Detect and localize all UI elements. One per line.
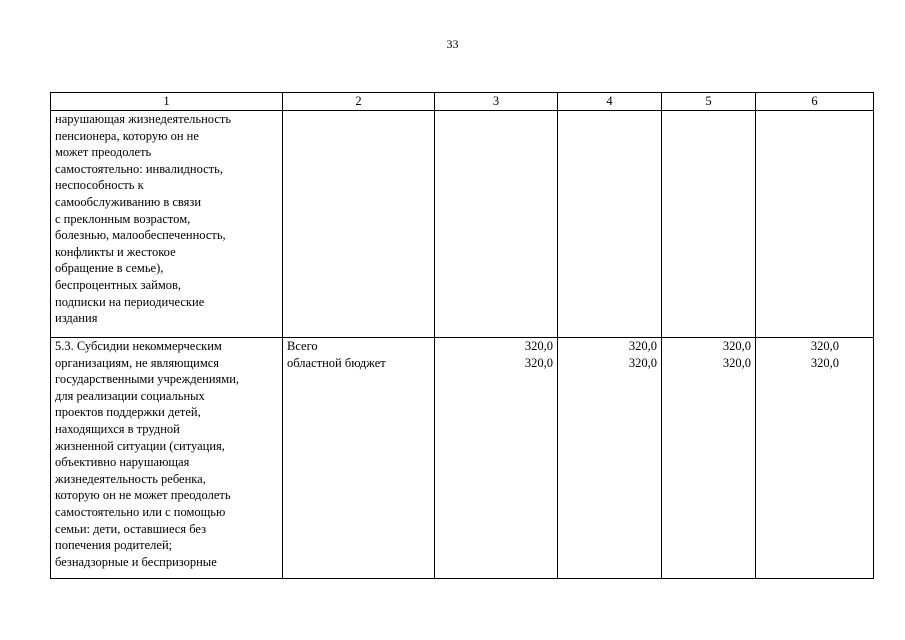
description-line: нарушающая жизнедеятельность <box>55 112 232 126</box>
source-cell <box>283 338 435 579</box>
description-line: подписки на периодические <box>55 294 205 309</box>
header-cell-5: 5 <box>662 93 756 111</box>
description-line: жизненной ситуации (ситуация, <box>55 438 225 453</box>
value-total: 320,0 <box>524 339 553 353</box>
description-line: конфликты и жестокое <box>55 244 176 259</box>
description-line: болезнью, малообеспеченность, <box>55 228 226 243</box>
value-total: 320,0 <box>810 339 839 353</box>
description-line: беспроцентных займов, <box>55 277 182 292</box>
description-line: с преклонным возрастом, <box>55 211 191 226</box>
value-regional: 320,0 <box>722 355 751 370</box>
value-regional: 320,0 <box>628 355 657 370</box>
description-line: для реализации социальных <box>55 388 205 403</box>
value-total: 320,0 <box>628 339 657 353</box>
description-line: самообслуживанию в связи <box>55 194 202 209</box>
description-line: обращение в семье), <box>55 261 164 276</box>
description-line: может преодолеть <box>55 145 152 160</box>
description-line: проектов поддержки детей, <box>55 405 201 420</box>
description-line: семьи: дети, оставшиеся без <box>55 521 207 536</box>
value-cell-col4 <box>558 111 662 338</box>
description-line: которую он не может преодолеть <box>55 488 231 503</box>
description-line: неспособность к <box>55 178 144 193</box>
description-line: издания <box>55 311 98 326</box>
value-regional: 320,0 <box>810 355 839 370</box>
description-line: жизнедеятельность ребенка, <box>55 471 206 486</box>
budget-table <box>50 92 874 579</box>
description-cell <box>51 111 283 338</box>
description-cell <box>51 338 283 579</box>
description-line: организациям, не являющимся <box>55 355 220 370</box>
header-cell-1: 1 <box>51 93 283 111</box>
value-cell-col6 <box>756 111 874 338</box>
header-cell-3: 3 <box>435 93 558 111</box>
header-cell-2: 2 <box>283 93 435 111</box>
value-regional: 320,0 <box>524 355 553 370</box>
header-cell-6: 6 <box>756 93 874 111</box>
description-line: находящихся в трудной <box>55 421 180 436</box>
description-line: попечения родителей; <box>55 538 173 553</box>
description-line: государственными учреждениями, <box>55 372 240 387</box>
source-cell <box>283 111 435 338</box>
value-cell-col5 <box>662 111 756 338</box>
value-total: 320,0 <box>722 339 751 353</box>
table-row <box>51 338 874 579</box>
header-cell-4: 4 <box>558 93 662 111</box>
source-regional-budget-label: областной бюджет <box>287 355 386 370</box>
value-cell-col3 <box>435 338 558 579</box>
table-header-row <box>51 93 874 111</box>
value-cell-col5 <box>662 338 756 579</box>
table-row <box>51 111 874 338</box>
value-cell-col4 <box>558 338 662 579</box>
description-line: 5.3. Субсидии некоммерческим <box>55 339 222 353</box>
description-line: объективно нарушающая <box>55 455 190 470</box>
source-total-label: Всего <box>287 339 318 353</box>
value-cell-col6 <box>756 338 874 579</box>
description-line: самостоятельно: инвалидность, <box>55 161 223 176</box>
page-number: 33 <box>446 37 459 51</box>
value-cell-col3 <box>435 111 558 338</box>
description-line: самостоятельно или с помощью <box>55 504 226 519</box>
description-line: пенсионера, которую он не <box>55 128 199 143</box>
description-line: безнадзорные и беспризорные <box>55 554 217 569</box>
